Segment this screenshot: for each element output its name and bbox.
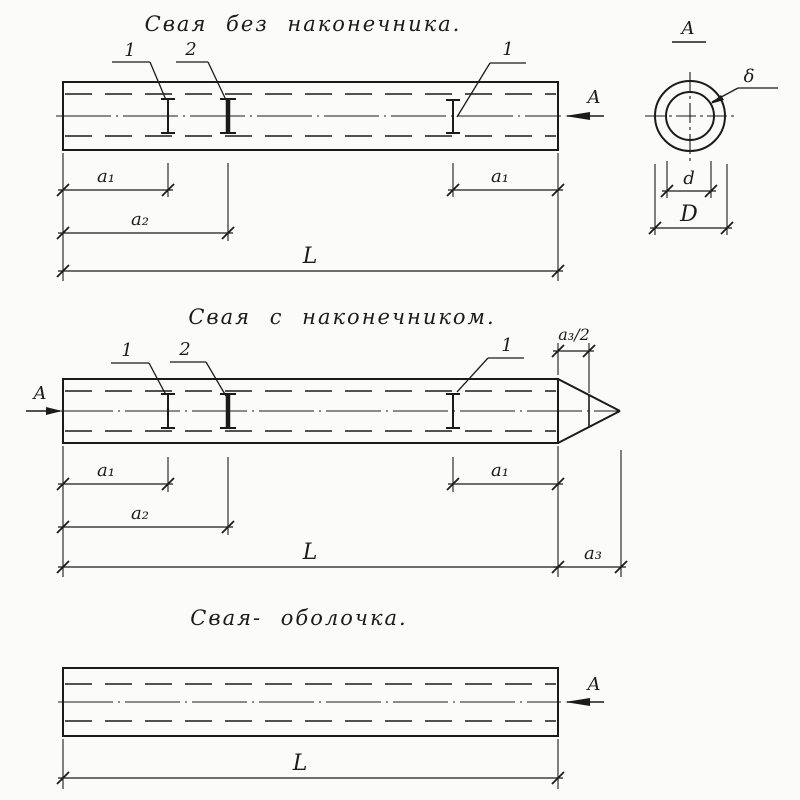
- pile-body: [58, 379, 619, 443]
- section-arrow-label: A: [587, 87, 601, 108]
- view-title: Свая без наконечника.: [144, 12, 462, 36]
- section-title-label: A: [681, 18, 695, 39]
- callout-left: [111, 340, 166, 395]
- view-pile-shell: [57, 606, 604, 789]
- dim-label: L: [302, 540, 318, 565]
- dim-label: a₃/2: [558, 325, 590, 344]
- dimension-a1-right: [447, 460, 564, 490]
- dimension-a2: [57, 503, 234, 533]
- dim-label: a₁: [491, 166, 509, 187]
- dimension-inner-diameter: [661, 161, 717, 198]
- lifting-pin-3: [446, 394, 460, 428]
- dimension-a2: [57, 209, 234, 239]
- dim-label: L: [292, 751, 308, 776]
- arrowhead-icon: [565, 112, 590, 120]
- pile-body: [58, 668, 561, 736]
- dimension-a3: [553, 543, 627, 573]
- dimension-length: [57, 244, 564, 277]
- dim-label: a₂: [131, 503, 149, 524]
- wall-thickness-label: δ: [743, 66, 755, 87]
- dim-label: a₂: [131, 209, 149, 230]
- extension-lines: [63, 739, 558, 789]
- callout-number: 1: [501, 335, 513, 356]
- dim-label: D: [680, 202, 698, 227]
- callout-right: [457, 39, 526, 117]
- dim-label: a₁: [491, 460, 509, 481]
- section-title: [672, 18, 706, 42]
- view-title: Свая с наконечником.: [188, 305, 496, 329]
- dim-label: a₃: [584, 543, 602, 564]
- dim-label: a₁: [97, 166, 115, 187]
- dimension-length: [57, 540, 564, 573]
- wall-thickness-callout: [710, 66, 778, 104]
- dim-label: a₁: [97, 460, 115, 481]
- dimension-a1-left: [57, 460, 174, 490]
- callout-mid: [176, 39, 226, 100]
- callout-number: 1: [124, 40, 136, 61]
- callout-mid: [170, 339, 226, 396]
- section-cut-arrow-a: [26, 383, 62, 415]
- callout-right: [457, 335, 524, 392]
- callout-left: [112, 40, 166, 100]
- callout-number: 2: [185, 39, 197, 60]
- section-cut-arrow-a: [565, 87, 604, 120]
- dimension-a1-right: [447, 166, 564, 196]
- view-title: Свая- оболочка.: [190, 606, 408, 630]
- view-pile-without-tip: [56, 12, 604, 281]
- callout-number: 2: [179, 339, 191, 360]
- callout-number: 1: [502, 39, 514, 60]
- section-cut-arrow-a: [565, 674, 604, 706]
- dimension-length: [57, 751, 564, 784]
- callout-number: 1: [121, 340, 133, 361]
- pile-body: [56, 82, 561, 150]
- arrowhead-icon: [565, 698, 590, 706]
- section-arrow-label: A: [587, 674, 601, 695]
- view-pile-with-tip: [26, 305, 627, 577]
- section-arrow-label: A: [33, 383, 47, 404]
- section-view-a: [645, 18, 778, 235]
- dim-label: L: [302, 244, 318, 269]
- arrowhead-icon: [46, 407, 62, 415]
- dimension-a1-left: [57, 166, 174, 196]
- dim-label: d: [683, 168, 695, 189]
